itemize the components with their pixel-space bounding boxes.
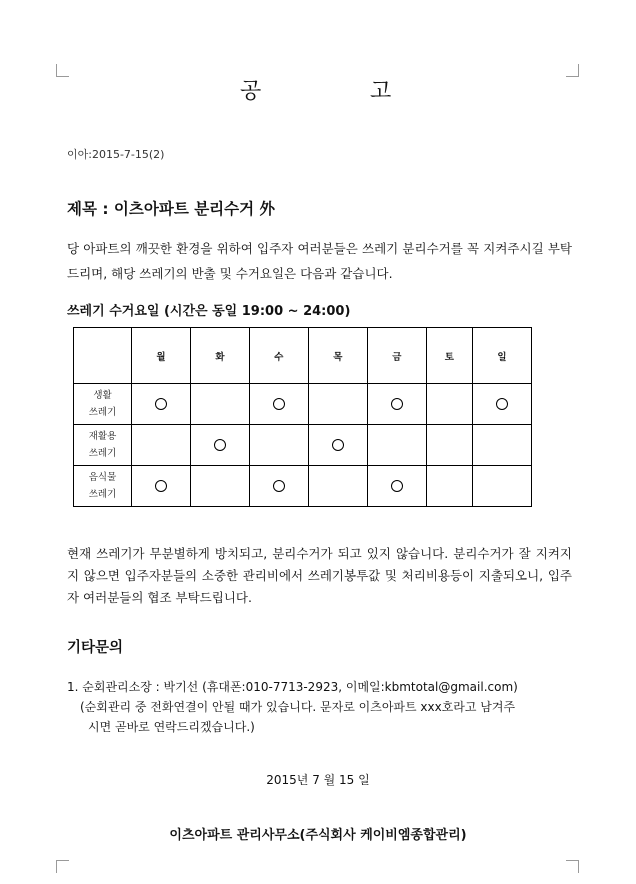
collection-mark-icon [332,439,344,451]
collection-mark-icon [155,398,167,410]
schedule-cell [249,384,308,425]
etc-heading: 기타문의 [67,640,124,656]
schedule-cell [367,466,426,507]
row-label [74,425,132,466]
table-header-row [74,328,532,384]
day-header: 화 [190,328,249,384]
day-header: 수 [249,328,308,384]
day-header: 월 [132,328,191,384]
schedule-cell [426,425,472,466]
row-label-line: 쓰레기 [88,448,117,459]
intro-paragraph: 당 아파트의 깨끗한 환경을 위하여 입주자 여러분들은 쓰레기 분리수거를 꼭 지켜주시길 부탁드리며, 해당 쓰레기의 반출 및 수거요일은 다음과 같습니다. [67,241,572,281]
schedule-cell [472,466,531,507]
table-row [74,384,532,425]
row-label [74,384,132,425]
schedule-cell [190,425,249,466]
day-header: 일 [472,328,531,384]
collection-mark-icon [391,480,403,492]
crop-mark-bottom-left [56,860,69,873]
contact-line: (순회관리 중 전화연결이 안될 때가 있습니다. 문자로 이츠아파트 xxx호라고 남겨주 [80,700,516,714]
day-header: 목 [308,328,367,384]
notice-date: 2015년 7 월 15 일 [266,773,370,787]
schedule-cell [426,466,472,507]
crop-mark-bottom-right [566,860,579,873]
title-char-1: 공 [240,79,262,104]
schedule-cell [308,425,367,466]
schedule-cell [426,384,472,425]
schedule-cell [132,425,191,466]
schedule-cell [249,425,308,466]
schedule-cell [249,466,308,507]
schedule-cell [190,466,249,507]
collection-mark-icon [214,439,226,451]
row-label [74,466,132,507]
collection-mark-icon [155,480,167,492]
collection-mark-icon [391,398,403,410]
table-row [74,466,532,507]
row-label-line: 쓰레기 [88,407,117,418]
schedule-cell [190,384,249,425]
contact-line: 1. 순회관리소장 : 박기선 (휴대폰:010-7713-2923, 이메일:kbmtotal@gmail.com) [67,680,518,694]
collection-mark-icon [496,398,508,410]
schedule-title: 쓰레기 수거요일 (시간은 동일 19:00 ~ 24:00) [67,304,351,319]
subject-heading: 제목 : 이츠아파트 분리수거 外 [67,200,275,218]
title-char-2: 고 [370,79,392,104]
contact-info [67,677,577,737]
collection-mark-icon [273,398,285,410]
day-header: 금 [367,328,426,384]
schedule-cell [308,466,367,507]
body-paragraph: 현재 쓰레기가 무분별하게 방치되고, 분리수거가 되고 있지 않습니다. 분리수거가 잘 지켜지지 않으면 입주자분들의 소중한 관리비에서 쓰레기봉투값 및 처리비용등이 지출되오니, 입주자 여러분들의 협조 부탁드립니다. [67,546,572,605]
day-header: 토 [426,328,472,384]
schedule-cell [367,384,426,425]
row-label-line: 음식물 [88,472,117,483]
table-corner-cell [74,328,132,384]
page-title [0,74,636,104]
table-row [74,425,532,466]
schedule-cell [308,384,367,425]
collection-mark-icon [273,480,285,492]
row-label-line: 쓰레기 [88,489,117,500]
schedule-cell [472,425,531,466]
collection-schedule-table [73,327,532,507]
row-label-line: 재활용 [88,431,117,442]
schedule-cell [367,425,426,466]
schedule-cell [472,384,531,425]
schedule-cell [132,384,191,425]
row-label-line: 생활 [93,390,112,401]
document-number: 이아:2015-7-15(2) [67,148,165,161]
schedule-cell [132,466,191,507]
office-signature: 이츠아파트 관리사무소(주식회사 케이비엠종합관리) [169,828,467,843]
contact-line: 시면 곧바로 연락드리겠습니다.) [88,720,255,734]
